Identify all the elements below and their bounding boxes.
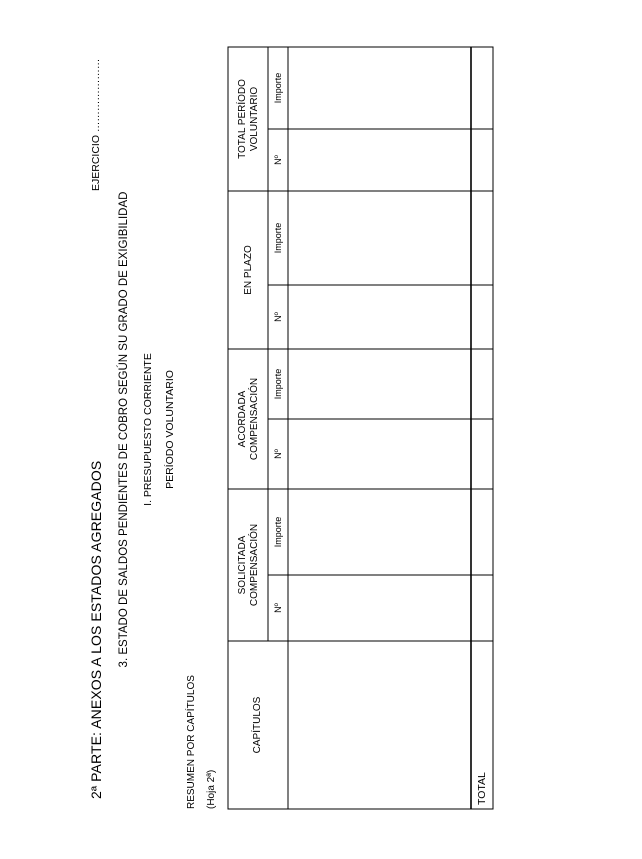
group-header-acordada [237, 349, 261, 489]
periodo-heading: PERÍODO VOLUNTARIO [164, 370, 176, 489]
subheader-importe: Importe [273, 222, 283, 254]
group-header-line2: VOLUNTARIO [249, 86, 260, 152]
group-header-total-periodo [237, 47, 261, 191]
group-header-solicitada [237, 489, 261, 641]
subheader-no: Nº [273, 312, 283, 322]
page-title: 2ª PARTE: ANEXOS A LOS ESTADOS AGREGADOS [88, 460, 104, 799]
ejercicio-label: EJERCICIO [90, 134, 102, 191]
hoja-label: (Hoja 2ª) [206, 769, 217, 809]
resumen-label: RESUMEN POR CAPÍTULOS [186, 675, 197, 809]
group-header-en-plazo [243, 191, 255, 349]
group-header-line1: TOTAL PERÍODO [237, 79, 248, 159]
capitulos-header: CAPÍTULOS [252, 696, 263, 754]
group-header-line1: ACORDADA [237, 390, 248, 448]
subheader-no: Nº [273, 603, 283, 613]
ejercicio-value: ………………… [90, 58, 102, 133]
subheader-no: Nº [273, 155, 283, 165]
group-header-line2: COMPENSACIÓN [249, 377, 260, 461]
subheader-no: Nº [273, 449, 283, 459]
total-row-label: TOTAL [476, 772, 488, 805]
subheader-importe: Importe [273, 516, 283, 548]
subheader-importe: Importe [273, 72, 283, 104]
document-subtitle: 3. ESTADO DE SALDOS PENDIENTES DE COBRO SEGÚN SU GRADO DE EXIGIBILIDAD [118, 191, 130, 668]
group-header-line1: EN PLAZO [243, 245, 254, 295]
group-header-line1: SOLICITADA [237, 535, 248, 595]
group-header-line2: COMPENSACIÓN [249, 523, 260, 607]
presupuesto-heading: I. PRESUPUESTO CORRIENTE [142, 353, 154, 506]
subheader-importe: Importe [273, 368, 283, 400]
